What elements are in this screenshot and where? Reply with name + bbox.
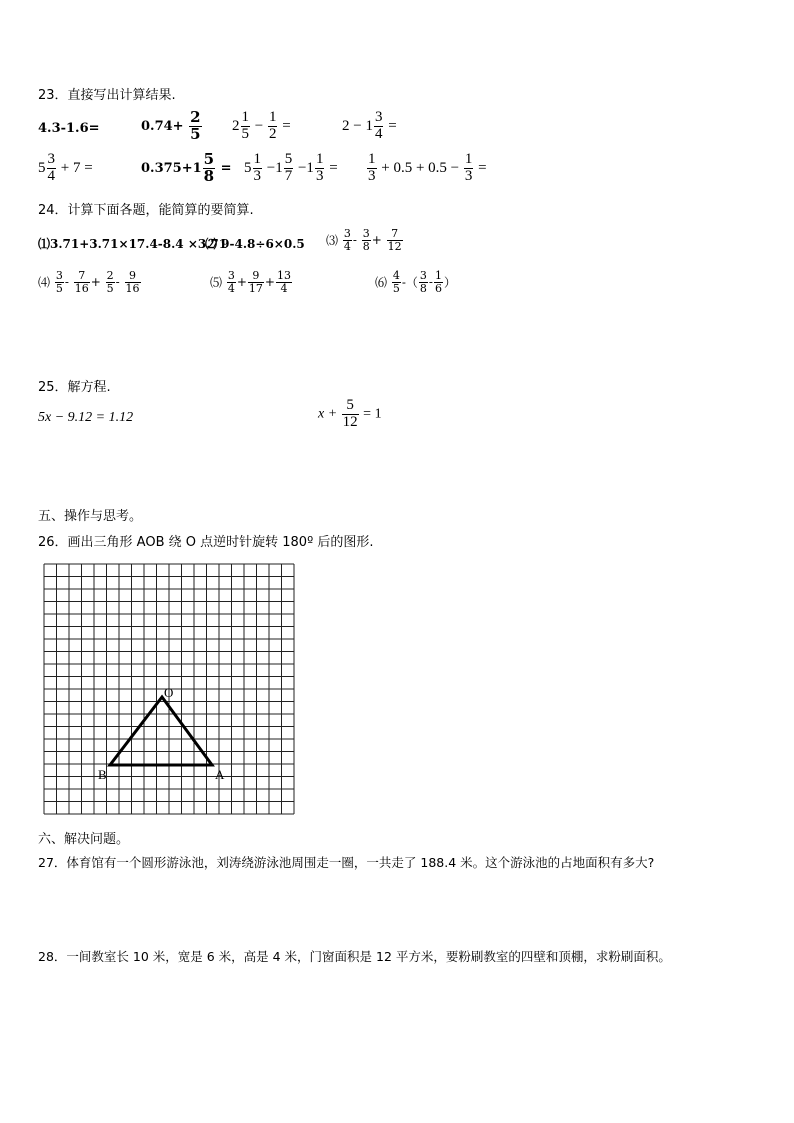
q23-item-6: 0.375+1 $\frac{5}{8}$ =: [141, 150, 232, 185]
q24-problem-5: ⑸ $\frac{3}{4}$ + $\frac{9}{17}$ + $\frac{13}{4}$: [210, 269, 291, 295]
q23-item-2: 0.74+ $\frac{2}{5}$: [141, 108, 201, 143]
fraction: $\frac{3}{4}$: [227, 269, 235, 295]
q23-item-1: 4.3-1.6=: [38, 121, 100, 136]
fraction: $\frac{5}{8}$: [203, 150, 215, 185]
fraction: $\frac{1}{3}$: [253, 151, 261, 184]
q23-item-3: 2 $\frac{1}{5}$ − $\frac{1}{2}$ =: [232, 109, 291, 142]
q25-title: 25．解方程.: [38, 380, 111, 395]
label-a: A: [215, 767, 225, 782]
fraction: $\frac{13}{4}$: [276, 269, 291, 295]
q24-problem-1: ⑴3.71+3.71×17.4-8.4 ×3.71: [38, 237, 228, 251]
fraction: $\frac{3}{4}$: [343, 227, 351, 253]
label-b: B: [98, 767, 107, 782]
fraction: $\frac{1}{6}$: [434, 269, 442, 295]
label-o: O: [164, 685, 174, 700]
fraction: $\frac{7}{16}$: [74, 269, 89, 295]
q24-title: 24．计算下面各题，能简算的要简算.: [38, 203, 254, 218]
q24-problem-4: ⑷ $\frac{3}{5}$ - $\frac{7}{16}$ + $\frac{2}{5}$ - $\frac{9}{16}$: [38, 269, 140, 295]
q23-title: 23．直接写出计算结果.: [38, 88, 176, 103]
fraction: $\frac{9}{16}$: [125, 269, 140, 295]
fraction: $\frac{3}{4}$: [374, 109, 383, 142]
q23-item-4: 2 − 1 $\frac{3}{4}$ =: [342, 109, 397, 142]
q27-text: 27．体育馆有一个圆形游泳池，刘涛绕游泳池周围走一圈，一共走了 188.4 米。这个游泳池的占地面积有多大?: [38, 855, 655, 870]
fraction: $\frac{4}{5}$: [392, 269, 400, 295]
fraction: $\frac{7}{12}$: [387, 227, 402, 253]
q25-equation-1: 5x − 9.12 = 1.12: [38, 410, 134, 425]
q23-item-7: 5 $\frac{1}{3}$ −1 $\frac{5}{7}$ −1 $\frac{1}{3}$ =: [244, 151, 338, 184]
fraction: $\frac{3}{8}$: [362, 227, 370, 253]
q28-text: 28．一间教室长 10 米，宽是 6 米，高是 4 米，门窗面积是 12 平方米，要粉刷教室的四壁和顶棚，求粉刷面积。: [38, 949, 671, 964]
q23-item-8: $\frac{1}{3}$ + 0.5 + 0.5 − $\frac{1}{3}$ =: [368, 151, 487, 184]
fraction: $\frac{1}{3}$: [368, 151, 376, 184]
fraction: $\frac{1}{2}$: [268, 109, 277, 142]
fraction: $\frac{9}{17}$: [248, 269, 263, 295]
fraction: $\frac{2}{5}$: [190, 108, 201, 143]
q23-item-5: 5 $\frac{3}{4}$ + 7 =: [38, 151, 93, 184]
fraction: $\frac{1}{5}$: [241, 109, 249, 142]
q25-equation-2: x + $\frac{5}{12}$ = 1: [318, 397, 382, 430]
fraction: $\frac{2}{5}$: [106, 269, 114, 295]
section-6-heading: 六、解决问题。: [38, 832, 130, 847]
q24-problem-2: ⑵ 9-4.8÷6×0.5: [205, 237, 305, 251]
fraction: $\frac{1}{3}$: [315, 151, 324, 184]
fraction: $\frac{3}{4}$: [47, 151, 55, 184]
fraction: $\frac{3}{5}$: [55, 269, 63, 295]
fraction: $\frac{1}{3}$: [464, 151, 473, 184]
rotation-grid: [38, 560, 300, 818]
q24-problem-6: ⑹ $\frac{4}{5}$ -（ $\frac{3}{8}$ - $\frac{1}{6}$ ）: [375, 269, 456, 295]
triangle-aob: [110, 697, 212, 765]
fraction: $\frac{5}{7}$: [284, 151, 293, 184]
section-5-heading: 五、操作与思考。: [38, 509, 143, 524]
q24-problem-3: ⑶ $\frac{3}{4}$ - $\frac{3}{8}$ + $\frac{7}{12}$: [326, 227, 402, 253]
fraction: $\frac{3}{8}$: [419, 269, 427, 295]
fraction: $\frac{5}{12}$: [342, 397, 358, 430]
q26-title: 26．画出三角形 AOB 绕 O 点逆时针旋转 180º 后的图形.: [38, 535, 374, 550]
